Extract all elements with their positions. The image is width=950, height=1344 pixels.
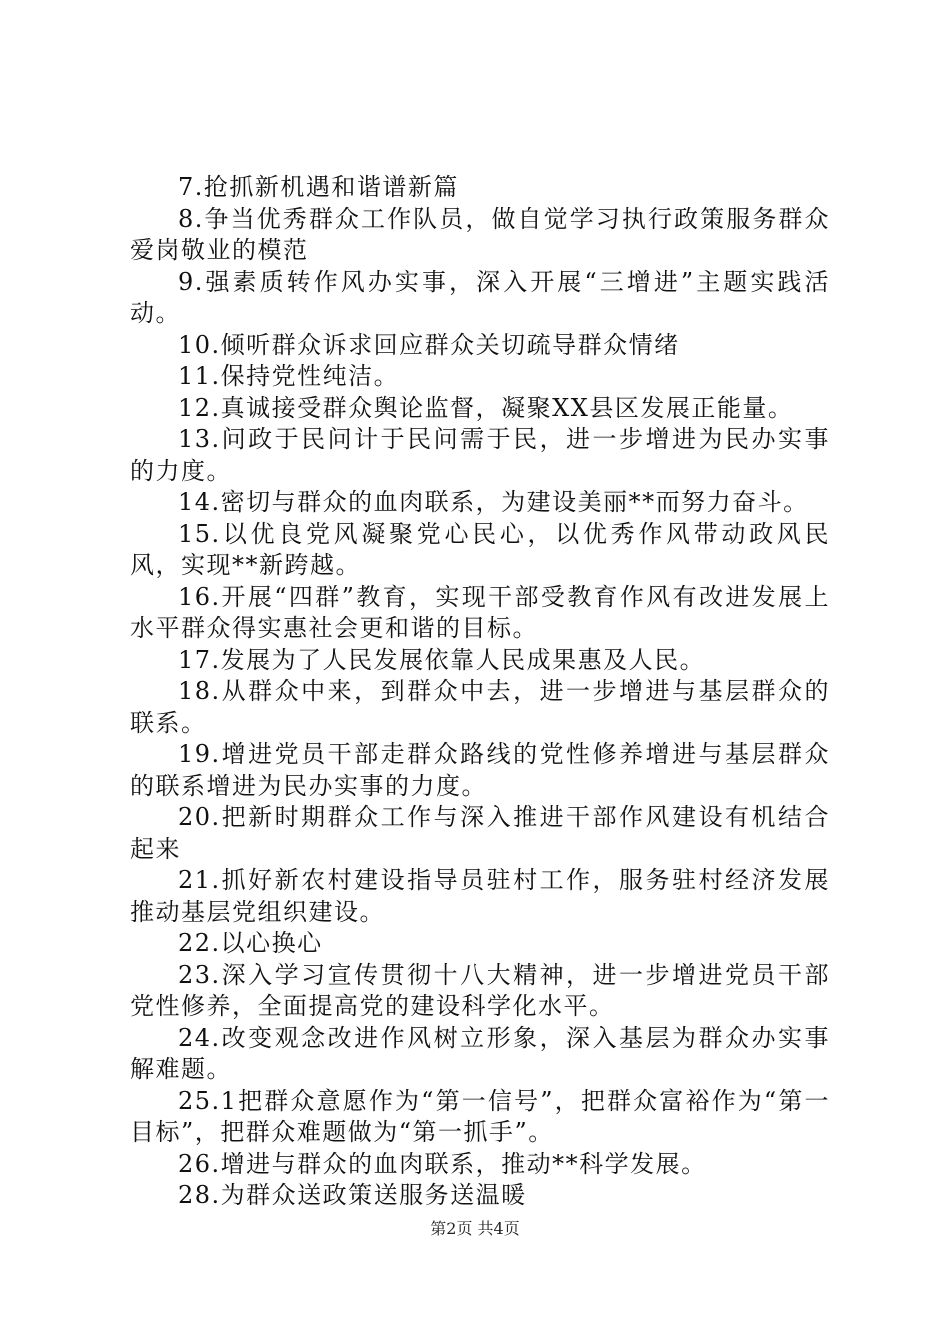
paragraph-19: 19.增进党员干部走群众路线的党性修养增进与基层群众的联系增进为民办实事的力度。 (130, 740, 830, 800)
paragraph-15: 15.以优良党风凝聚党心民心，以优秀作风带动政风民风，实现**新跨越。 (130, 519, 830, 579)
document-body (130, 172, 830, 1212)
paragraph-10: 10.倾听群众诉求回应群众关切疏导群众情绪 (178, 330, 680, 359)
paragraph-24: 24.改变观念改进作风树立形象，深入基层为群众办实事解难题。 (130, 1023, 830, 1083)
paragraph-9: 9.强素质转作风办实事，深入开展“三增进”主题实践活动。 (130, 267, 830, 327)
paragraph-8: 8.争当优秀群众工作队员，做自觉学习执行政策服务群众爱岗敬业的模范 (130, 204, 830, 264)
paragraph-26: 26.增进与群众的血肉联系，推动**科学发展。 (178, 1149, 707, 1178)
paragraph-28: 28.为群众送政策送服务送温暖 (178, 1181, 527, 1209)
paragraph-12: 12.真诚接受群众舆论监督，凝聚XX县区发展正能量。 (178, 393, 794, 422)
paragraph-23: 23.深入学习宣传贯彻十八大精神，进一步增进党员干部党性修养，全面提高党的建设科学化水平。 (130, 960, 830, 1020)
paragraph-16: 16.开展“四群”教育，实现干部受教育作风有改进发展上水平群众得实惠社会更和谐的目标。 (130, 582, 830, 642)
paragraph-25: 25.1把群众意愿作为“第一信号”，把群众富裕作为“第一目标”，把群众难题做为“第一抓手”。 (130, 1086, 830, 1146)
paragraph-21: 21.抓好新农村建设指导员驻村工作，服务驻村经济发展推动基层党组织建设。 (130, 866, 830, 926)
page-number-footer: 第2页 共4页 (430, 1219, 520, 1238)
paragraph-7: 7.抢抓新机遇和谐谱新篇 (178, 173, 459, 201)
paragraph-20: 20.把新时期群众工作与深入推进干部作风建设有机结合起来 (130, 803, 830, 863)
paragraph-22: 22.以心换心 (178, 929, 323, 957)
paragraph-17: 17.发展为了人民发展依靠人民成果惠及人民。 (178, 645, 706, 674)
paragraph-11: 11.保持党性纯洁。 (178, 362, 400, 390)
paragraph-14: 14.密切与群众的血肉联系，为建设美丽**而努力奋斗。 (178, 488, 809, 516)
paragraph-18: 18.从群众中来，到群众中去，进一步增进与基层群众的联系。 (130, 677, 830, 737)
paragraph-13: 13.问政于民问计于民问需于民，进一步增进为民办实事的力度。 (130, 425, 830, 485)
